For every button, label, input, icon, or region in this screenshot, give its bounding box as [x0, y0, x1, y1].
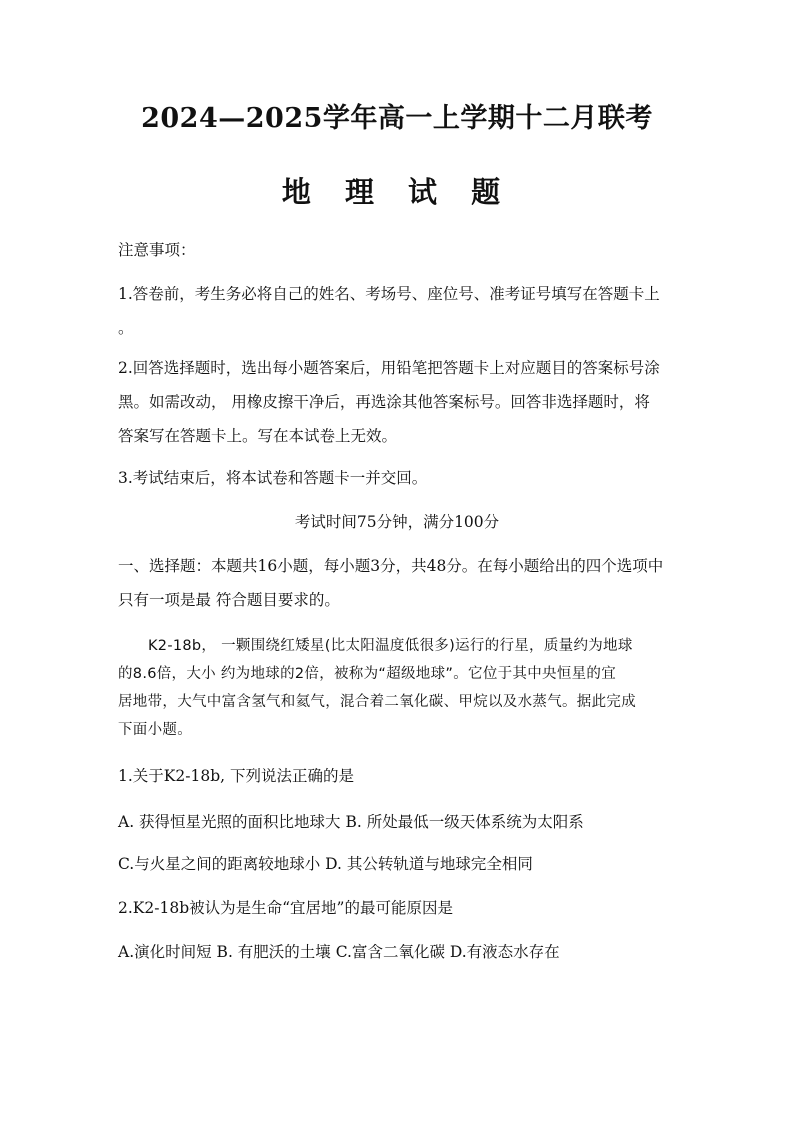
- question-1-stem: 1.关于K2-18b, 下列说法正确的是: [118, 767, 354, 785]
- notice-item-2-line-1: 2.回答选择题时，选出每小题答案后，用铅笔把答题卡上对应题目的答案标号涂: [118, 359, 660, 377]
- notice-heading: 注意事项：: [118, 241, 196, 259]
- section-1-intro-line-1: 一、选择题：本题共16小题，每小题3分，共48分。在每小题给出的四个选项中: [118, 557, 664, 575]
- passage-line-4: 下面小题。: [118, 722, 192, 738]
- subject-title: 地 理 试 题: [281, 175, 513, 209]
- passage-line-2: 的8.6倍，大小 约为地球的2倍，被称为“超级地球”。它位于其中央恒星的宜: [118, 666, 617, 682]
- question-2-stem: 2.K2-18b被认为是生命“宜居地”的最可能原因是: [118, 899, 453, 917]
- exam-title: 2024—2025学年高一上学期十二月联考: [141, 103, 653, 134]
- notice-item-3: 3.考试结束后，将本试卷和答题卡一并交回。: [118, 469, 428, 487]
- passage-line-3: 居地带，大气中富含氢气和氦气，混合着二氧化碳、甲烷以及水蒸气。据此完成: [118, 694, 636, 710]
- section-1-intro-line-2: 只有一项是最 符合题目要求的。: [118, 591, 340, 609]
- question-1-options-line-2: C.与火星之间的距离较地球小 D. 其公转轨道与地球完全相同: [118, 855, 533, 873]
- question-2-options-line-1: A.演化时间短 B. 有肥沃的土壤 C.富含二氧化碳 D.有液态水存在: [118, 943, 560, 961]
- passage-line-1: K2-18b， 一颗围绕红矮星(比太阳温度低很多)运行的行星，质量约为地球: [148, 638, 633, 654]
- question-1-options-line-1: A. 获得恒星光照的面积比地球大 B. 所处最低一级天体系统为太阳系: [118, 813, 584, 831]
- notice-item-1-line-2: 。: [118, 319, 134, 337]
- notice-item-2-line-3: 答案写在答题卡上。写在本试卷上无效。: [118, 427, 398, 445]
- notice-item-2-line-2: 黑。如需改动， 用橡皮擦干净后，再选涂其他答案标号。回答非选择题时，将: [118, 393, 650, 411]
- notice-item-1-line-1: 1.答卷前，考生务必将自己的姓名、考场号、座位号、准考证号填写在答题卡上: [118, 285, 660, 303]
- exam-info: 考试时间75分钟，满分100分: [294, 513, 500, 531]
